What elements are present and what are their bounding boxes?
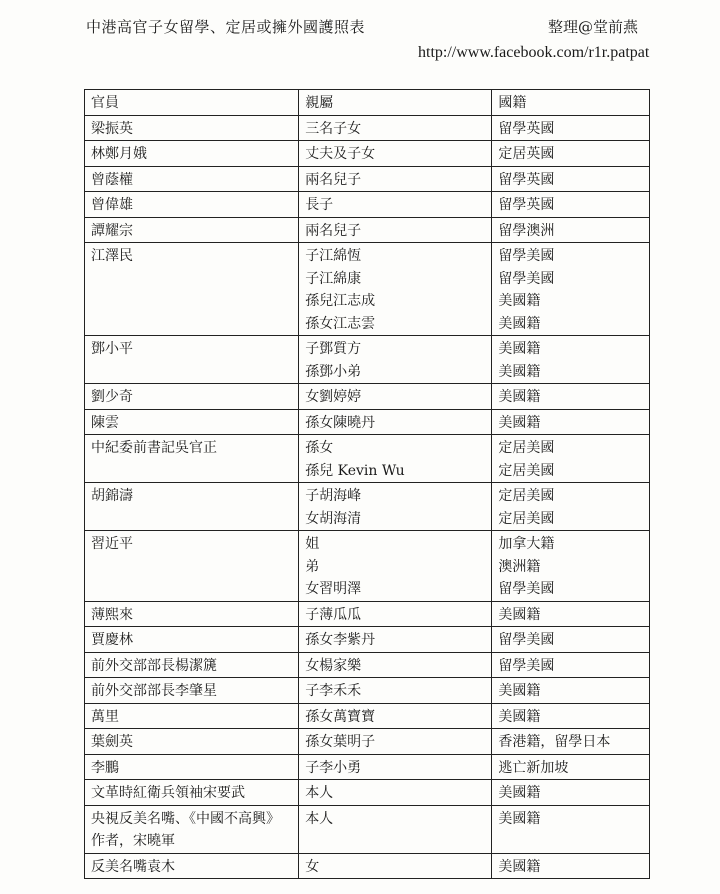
status-entry: 美國籍 bbox=[498, 293, 541, 309]
status-entry: 留學美國 bbox=[498, 581, 555, 597]
relatives-cell bbox=[299, 729, 492, 755]
official-cell bbox=[85, 754, 299, 780]
official-cell bbox=[85, 780, 299, 806]
status-entry: 美國籍 bbox=[498, 785, 541, 801]
official-name: 萬里 bbox=[91, 708, 119, 725]
official-cell bbox=[85, 141, 299, 167]
official-name: 江澤民 bbox=[91, 248, 133, 264]
relatives-cell bbox=[299, 166, 492, 192]
relative-entry: 孫女江志雲 bbox=[305, 315, 376, 332]
relatives-cell bbox=[299, 336, 492, 384]
status-entry: 香港籍，留學日本 bbox=[498, 734, 611, 750]
relative-entry: 子薄瓜瓜 bbox=[305, 606, 362, 623]
relatives-cell bbox=[299, 483, 492, 531]
table-row bbox=[85, 384, 650, 410]
relative-entry: 孫女 bbox=[305, 440, 334, 456]
official-name: 譚耀宗 bbox=[91, 222, 133, 239]
status-entry: 留學美國 bbox=[498, 632, 555, 648]
column-header-relatives: 親屬 bbox=[299, 90, 492, 116]
relatives-cell bbox=[299, 243, 492, 336]
table-row bbox=[85, 217, 650, 243]
relative-entry: 孫女李紫丹 bbox=[305, 632, 376, 648]
official-cell bbox=[85, 336, 299, 384]
status-entry: 留學美國 bbox=[498, 657, 555, 674]
official-name: 前外交部部長李肇星 bbox=[91, 683, 217, 699]
relative-entry: 孫兒江志成 bbox=[305, 293, 376, 309]
status-cell bbox=[492, 853, 650, 879]
status-cell bbox=[492, 141, 650, 167]
status-entry: 留學美國 bbox=[498, 270, 555, 287]
status-entry: 美國籍 bbox=[498, 708, 541, 725]
relative-entry: 三名子女 bbox=[305, 120, 362, 137]
official-name: 前外交部部長楊潔篪 bbox=[91, 657, 217, 674]
facebook-url: http://www.facebook.com/r1r.patpat bbox=[418, 44, 650, 61]
relative-entry: 本人 bbox=[305, 810, 334, 827]
table-row bbox=[85, 601, 650, 627]
official-cell bbox=[85, 652, 299, 678]
official-cell bbox=[85, 166, 299, 192]
status-cell bbox=[492, 115, 650, 141]
column-header-status: 國籍 bbox=[492, 90, 650, 116]
table-row bbox=[85, 115, 650, 141]
official-name: 文革時紅衛兵領袖宋要武 bbox=[91, 785, 245, 801]
official-cell bbox=[85, 192, 299, 218]
status-entry: 留學英國 bbox=[498, 171, 555, 188]
official-cell bbox=[85, 853, 299, 879]
status-entry: 美國籍 bbox=[498, 414, 541, 431]
official-cell bbox=[85, 601, 299, 627]
table-row bbox=[85, 652, 650, 678]
officials-table bbox=[84, 89, 650, 879]
relative-entry: 兩名兒子 bbox=[305, 171, 362, 188]
document-title: 中港高官子女留學、定居或擁外國護照表 bbox=[86, 18, 366, 36]
relative-entry: 女胡海清 bbox=[305, 510, 362, 527]
official-cell bbox=[85, 217, 299, 243]
status-entry: 澳洲籍 bbox=[498, 558, 541, 575]
relative-entry: 子江綿恆 bbox=[305, 248, 362, 264]
official-cell bbox=[85, 435, 299, 483]
relative-entry: 子胡海峰 bbox=[305, 488, 362, 504]
status-entry: 留學英國 bbox=[498, 197, 555, 213]
table-row bbox=[85, 703, 650, 729]
status-entry: 美國籍 bbox=[498, 606, 541, 623]
official-cell bbox=[85, 627, 299, 653]
table-row bbox=[85, 409, 650, 435]
relative-entry: 兩名兒子 bbox=[305, 222, 362, 239]
relative-entry: 子鄧質方 bbox=[305, 341, 362, 357]
relative-entry: 女楊家樂 bbox=[305, 657, 362, 674]
official-name: 習近平 bbox=[91, 536, 133, 552]
status-entry: 定居美國 bbox=[498, 510, 555, 527]
relative-entry: 本人 bbox=[305, 785, 334, 801]
compiled-by: 整理@堂前燕 bbox=[548, 18, 639, 36]
status-entry: 留學美國 bbox=[498, 248, 555, 264]
status-cell bbox=[492, 384, 650, 410]
status-cell bbox=[492, 243, 650, 336]
relatives-cell bbox=[299, 627, 492, 653]
relatives-cell bbox=[299, 703, 492, 729]
relative-entry: 子江綿康 bbox=[305, 270, 362, 287]
relatives-cell bbox=[299, 115, 492, 141]
status-cell bbox=[492, 627, 650, 653]
status-cell bbox=[492, 652, 650, 678]
official-cell bbox=[85, 115, 299, 141]
status-entry: 美國籍 bbox=[498, 315, 541, 332]
status-cell bbox=[492, 805, 650, 853]
relative-entry: 孫女陳曉丹 bbox=[305, 414, 376, 431]
status-entry: 定居美國 bbox=[498, 488, 555, 504]
relatives-cell bbox=[299, 192, 492, 218]
relatives-cell bbox=[299, 652, 492, 678]
table-row bbox=[85, 754, 650, 780]
official-cell bbox=[85, 531, 299, 602]
status-cell bbox=[492, 729, 650, 755]
status-entry: 逃亡新加坡 bbox=[498, 759, 569, 776]
relative-entry: 弟 bbox=[305, 558, 320, 575]
table-row bbox=[85, 805, 650, 853]
relatives-cell bbox=[299, 409, 492, 435]
status-entry: 美國籍 bbox=[498, 810, 541, 827]
table-row bbox=[85, 336, 650, 384]
status-cell bbox=[492, 678, 650, 704]
official-name: 葉劍英 bbox=[91, 734, 133, 750]
status-entry: 留學澳洲 bbox=[498, 222, 555, 239]
official-name: 反美名嘴袁木 bbox=[91, 858, 175, 875]
relative-entry: 子李小勇 bbox=[305, 759, 362, 776]
table-row bbox=[85, 166, 650, 192]
official-name: 劉少奇 bbox=[91, 389, 133, 405]
status-entry: 留學英國 bbox=[498, 120, 555, 137]
table-row bbox=[85, 853, 650, 879]
official-cell bbox=[85, 483, 299, 531]
relative-entry: 女劉婷婷 bbox=[305, 389, 362, 405]
official-name: 薄熙來 bbox=[91, 606, 133, 623]
status-entry: 定居英國 bbox=[498, 146, 555, 162]
official-cell bbox=[85, 243, 299, 336]
official-name: 曾蔭權 bbox=[91, 171, 133, 188]
status-cell bbox=[492, 217, 650, 243]
status-cell bbox=[492, 483, 650, 531]
official-name: 鄧小平 bbox=[91, 341, 133, 357]
relatives-cell bbox=[299, 853, 492, 879]
relative-entry: 孫女萬寶寶 bbox=[305, 708, 376, 725]
table-row bbox=[85, 531, 650, 602]
status-cell bbox=[492, 754, 650, 780]
relative-entry: 子李禾禾 bbox=[305, 683, 362, 699]
relatives-cell bbox=[299, 754, 492, 780]
table-row bbox=[85, 729, 650, 755]
table-row bbox=[85, 780, 650, 806]
official-name: 曾偉雄 bbox=[91, 197, 133, 213]
status-cell bbox=[492, 601, 650, 627]
status-cell bbox=[492, 780, 650, 806]
relative-entry: 孫女葉明子 bbox=[305, 734, 376, 750]
official-cell bbox=[85, 703, 299, 729]
official-cell bbox=[85, 409, 299, 435]
official-name: 賈慶林 bbox=[91, 632, 133, 648]
official-name: 胡錦濤 bbox=[91, 488, 133, 504]
relatives-cell bbox=[299, 384, 492, 410]
status-cell bbox=[492, 336, 650, 384]
status-cell bbox=[492, 531, 650, 602]
relatives-cell bbox=[299, 435, 492, 483]
status-cell bbox=[492, 703, 650, 729]
official-cell bbox=[85, 805, 299, 853]
official-cell bbox=[85, 678, 299, 704]
table-row bbox=[85, 243, 650, 336]
table-row bbox=[85, 627, 650, 653]
relative-entry: 女習明澤 bbox=[305, 581, 362, 597]
table-header-row bbox=[85, 90, 650, 116]
relatives-cell bbox=[299, 805, 492, 853]
official-name: 陳雲 bbox=[91, 414, 119, 431]
official-name: 林鄭月娥 bbox=[91, 146, 147, 162]
status-entry: 美國籍 bbox=[498, 389, 541, 405]
table-row bbox=[85, 141, 650, 167]
relatives-cell bbox=[299, 531, 492, 602]
status-cell bbox=[492, 192, 650, 218]
official-cell bbox=[85, 729, 299, 755]
official-name: 李鵬 bbox=[91, 759, 119, 776]
official-name: 梁振英 bbox=[91, 120, 133, 137]
table-row bbox=[85, 192, 650, 218]
relative-entry: 長子 bbox=[305, 197, 334, 213]
relatives-cell bbox=[299, 141, 492, 167]
relative-entry: 孫兒 Kevin Wu bbox=[305, 462, 405, 479]
table-row bbox=[85, 483, 650, 531]
status-entry: 美國籍 bbox=[498, 341, 541, 357]
table-row bbox=[85, 435, 650, 483]
relatives-cell bbox=[299, 678, 492, 704]
official-name: 央視反美名嘴、《中國不高興》作者，宋曉軍 bbox=[91, 810, 280, 849]
status-entry: 加拿大籍 bbox=[498, 536, 555, 552]
relatives-cell bbox=[299, 601, 492, 627]
status-entry: 美國籍 bbox=[498, 363, 541, 380]
status-cell bbox=[492, 166, 650, 192]
relatives-cell bbox=[299, 780, 492, 806]
status-cell bbox=[492, 409, 650, 435]
column-header-official: 官員 bbox=[85, 90, 299, 116]
status-entry: 定居美國 bbox=[498, 440, 555, 456]
relative-entry: 丈夫及子女 bbox=[305, 146, 376, 162]
relative-entry: 孫鄧小弟 bbox=[305, 363, 362, 380]
status-entry: 美國籍 bbox=[498, 683, 541, 699]
official-cell bbox=[85, 384, 299, 410]
status-cell bbox=[492, 435, 650, 483]
status-entry: 定居美國 bbox=[498, 462, 555, 479]
table-body bbox=[85, 115, 650, 879]
table-row bbox=[85, 678, 650, 704]
relatives-cell bbox=[299, 217, 492, 243]
relative-entry: 姐 bbox=[305, 536, 320, 552]
relative-entry: 女 bbox=[305, 858, 320, 875]
official-name: 中紀委前書記吳官正 bbox=[91, 440, 217, 456]
status-entry: 美國籍 bbox=[498, 858, 541, 875]
